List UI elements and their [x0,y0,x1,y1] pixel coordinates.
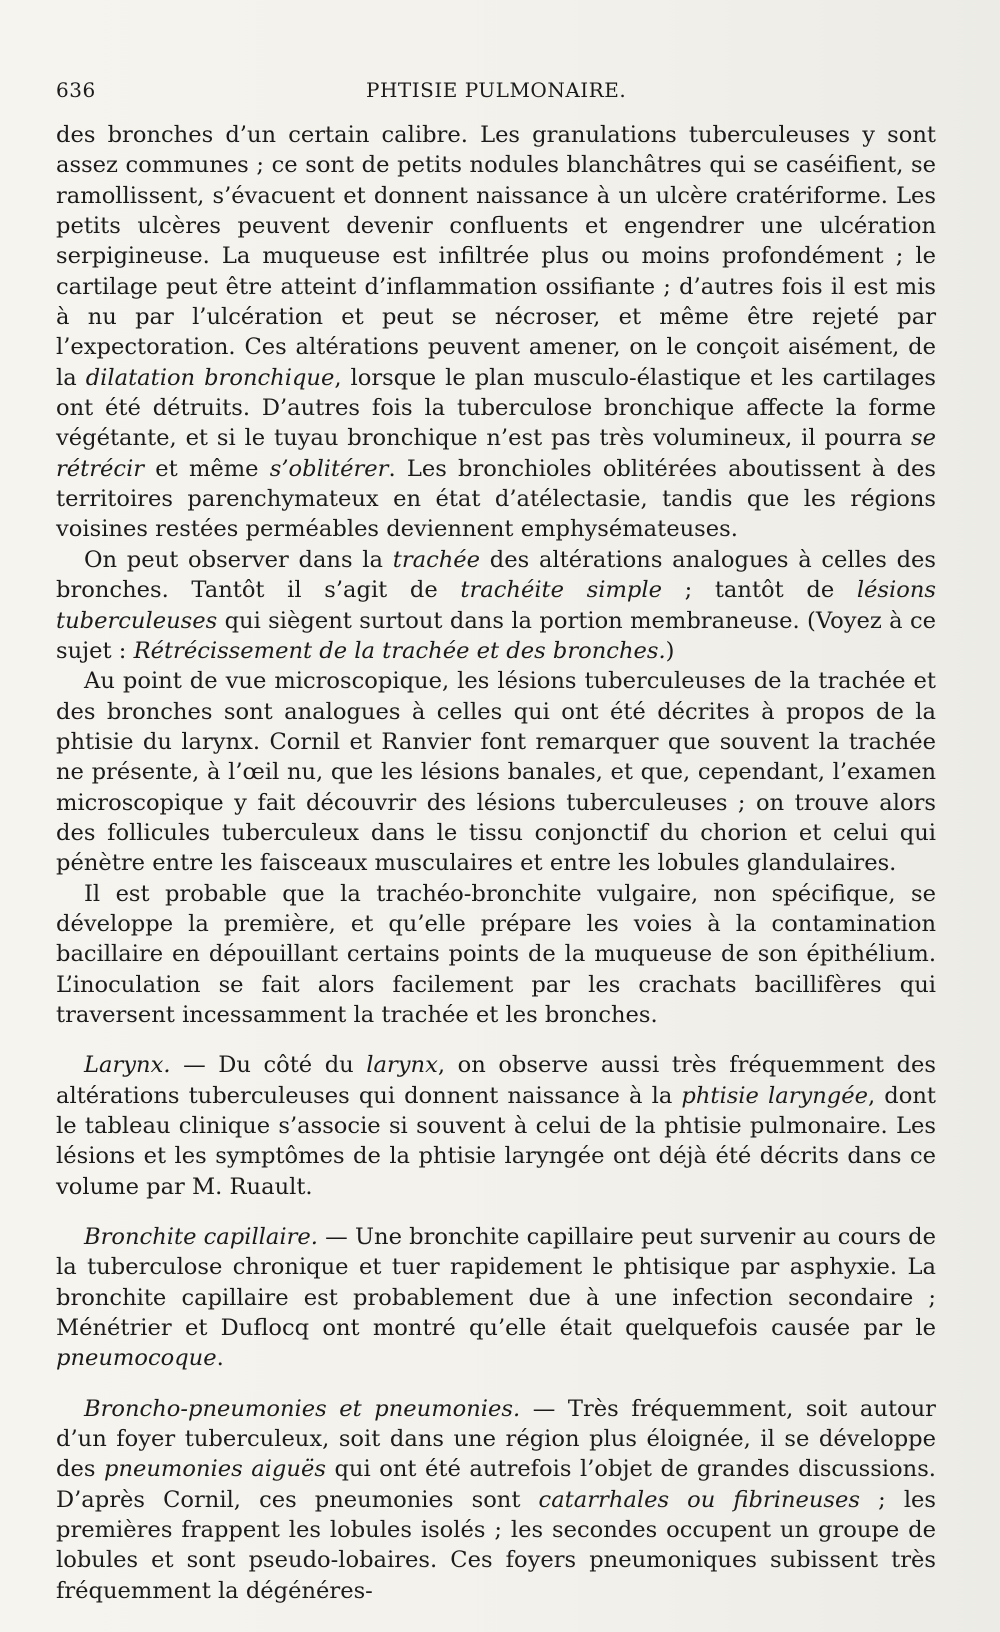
text-segment: Au point de vue microscopique, les lésions tuberculeuses de la trachée et des bronches sont analogues à celles qui ont été décrites à propos de la phtisie du larynx. Cornil et Ranvier font remarquer que souvent la trachée ne présente, à l’œil nu, que les lésions banales, et que, cependant, l’examen microscopique y fait découvrir des lésions tuberculeuses ; on trouve alors des follicules tuberculeux dans le tissu conjonctif du chorion et celui qui pénètre entre les faisceaux musculaires et entre les lobules glandulaires. [56,668,936,877]
paragraph-trachee [56,545,936,666]
text-segment: , lorsque le plan musculo-élastique et les cartilages ont été détruits. D’autres fois la tuberculose bronchique affecte la forme végétante, et si le tuyau bronchique n’est pas très volumineux, il pourra [56,364,936,452]
section-heading-bronchite-capillaire: Bronchite capillaire. [84,1224,318,1251]
paragraph-bronchite-capillaire [56,1222,936,1374]
text-segment: On peut observer dans la [84,546,393,573]
italic-term: catarrhales ou fibrineuses [538,1486,860,1513]
text-segment: — Du côté du [170,1052,367,1079]
text-segment: des altérations analogues à celles des bronches. Tantôt il s’agit de [56,546,936,604]
text-segment: des bronches d’un certain calibre. Les granulations tuberculeuses y sont assez communes ; ce sont de petits nodules blanchâtres qui se caséifient, se ramollissent, s’évacuent et donnent naissance à un ulcère cratériforme. Les petits ulcères peuvent devenir confluents et engendrer une ulcération serpigineuse. La muqueuse est infiltrée plus ou moins profondément ; le cartilage peut être atteint d’inflammation ossifiante ; d’autres fois il est mis à nu par l’ulcération et peut se nécroser, et même être rejeté par l’expectoration. Ces altérations peuvent amener, on le conçoit aisément, de la [56,122,936,391]
text-segment: qui siègent surtout dans la portion membraneuse. (Voyez à ce sujet : [56,607,936,664]
section-heading-larynx: Larynx. [84,1052,171,1079]
italic-term: trachée [392,546,481,573]
paragraph-trecheo-bronchite [56,879,936,1031]
italic-term: larynx [366,1052,438,1079]
text-segment: , dont le tableau clinique s’associe si souvent à celui de la phtisie pulmonaire. Les lésions et les symptômes de la phtisie laryngée ont déjà été décrits dans ce volume par M. Ruault. [56,1082,937,1200]
text-segment: et même [144,455,270,482]
italic-term: trachéite simple [460,577,662,604]
paragraph-larynx [56,1050,936,1202]
text-segment: . Les bronchioles oblitérées aboutissent à des territoires parenchymateux en état d’atélectasie, tandis que les régions voisines restées perméables deviennent emphysémateuses. [56,455,936,543]
text-segment: Il est probable que la trachéo-bronchite vulgaire, non spécifique, se développe la première, et qu’elle prépare les voies à la contamination bacillaire en dépouillant certains points de la muqueuse de son épithélium. L’inoculation se fait alors facilement par les crachats bacillifères qui traversent incessamment la trachée et les bronches. [56,880,936,1028]
section-heading-broncho-pneumonies: Broncho-pneumonies et pneumonies. [84,1395,521,1422]
paragraph-broncho-pneumonies [56,1394,936,1606]
text-segment: ) [665,637,675,664]
italic-term: s’oblitérer [269,455,389,482]
text-segment: qui ont été autrefois l’objet de grandes discussions. D’après Cornil, ces pneumonies sont [56,1456,936,1513]
text-segment: ; tantôt de [661,577,857,604]
italic-term: pneumocoque [56,1345,217,1372]
running-title: PHTISIE PULMONAIRE. [366,78,627,102]
italic-term: pneumonies aiguës [103,1456,326,1483]
paragraph-microscopique [56,666,936,878]
italic-term: se rétrécir [56,425,936,482]
page-number: 636 [56,78,96,102]
text-segment: . [216,1345,224,1372]
text-segment: — Une bronchite capillaire peut survenir au cours de la tuberculose chronique et tuer rapidement le phtisique par asphyxie. La bronchite capillaire est probablement due à une infection secondaire ; Ménétrier et Duflocq ont montré qu’elle était quelquefois causée par le [56,1224,937,1342]
text-segment: , on observe aussi très fréquemment des altérations tuberculeuses qui donnent naissance à la [56,1052,937,1109]
paragraph-bronches [56,120,936,545]
page-body [56,120,936,1606]
italic-term: dilatation bronchique [85,364,335,391]
italic-term: phtisie laryngée [681,1082,869,1109]
text-segment: — Très fréquemment, soit autour d’un foyer tuberculeux, soit dans une région plus éloignée, il se développe des [56,1395,936,1483]
text-segment: ; les premières frappent les lobules isolés ; les secondes occupent un groupe de lobules et sont pseudo-lobaires. Ces foyers pneumoniques subissent très fréquemment la dégénéres- [56,1486,937,1604]
italic-cross-reference: Rétrécissement de la trachée et des bronches. [133,637,666,664]
italic-term: lésions tuberculeuses [56,577,936,634]
